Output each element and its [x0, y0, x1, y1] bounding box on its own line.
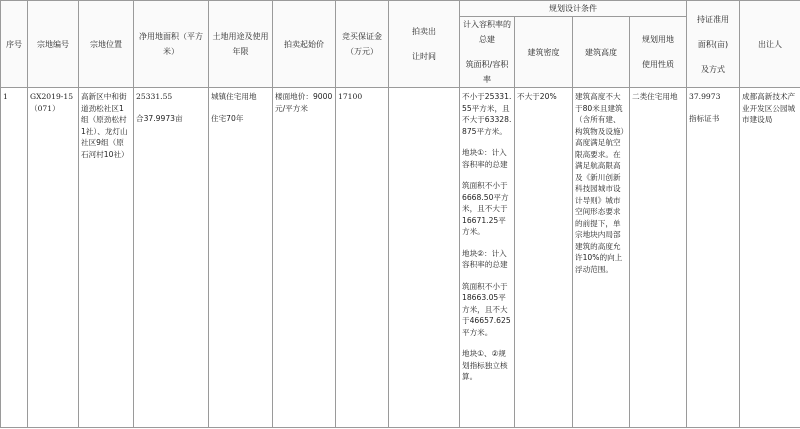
header-deposit: 竞买保证金（万元） [336, 1, 389, 88]
header-planned-use [630, 17, 687, 88]
cell-start-price: 楼面地价：9000元/平方米 [273, 88, 336, 428]
cell-land-use-term: 住宅70年 [211, 113, 244, 123]
header-auction-time-line-2: 让时间 [412, 52, 436, 61]
header-land-use: 土地用途及使用年限 [209, 1, 273, 88]
header-start-price: 拍卖起始价 [273, 1, 336, 88]
cell-net-area-mu: 合37.9973亩 [136, 113, 183, 123]
cell-land-use [209, 88, 273, 428]
far-independent-note: 地块①、②规划指标独立核算。 [462, 349, 508, 381]
header-cert-area-line-3: 及方式 [701, 64, 725, 74]
header-cert-area-line-1: 持证准用 [697, 14, 729, 24]
header-parcel-code: 宗地编号 [28, 1, 79, 88]
header-planned-use-line-1: 规划用地 [642, 35, 674, 44]
cell-cert-area-method: 指标证书 [689, 113, 720, 123]
cell-building-height: 建筑高度不大于80米且建筑（含所有建、构筑物及设施）高度满足航空限高要求。在满足航高限高及《新川创新科技园城市设计导则》城市空间形态要求的前提下，单宗地块内局部建筑的高度允许10%的向上浮动范围。 [573, 88, 630, 428]
header-building-density: 建筑密度 [515, 17, 573, 88]
header-far-line-3: 筑面积/容积 [465, 60, 509, 69]
header-certified-area [687, 1, 740, 88]
cell-net-area-sqm: 25331.55 [136, 92, 173, 101]
header-building-height: 建筑高度 [573, 17, 630, 88]
cell-certified-area [687, 88, 740, 428]
header-net-area: 净用地面积（平方米） [134, 1, 209, 88]
far-plot-2-range: 筑面积不小于18663.05平方米，且不大于46657.625平方米。 [462, 281, 511, 337]
header-far-line-4: 率 [483, 75, 491, 84]
cell-land-use-type: 城镇住宅用地 [211, 92, 257, 101]
cell-no: 1 [1, 88, 28, 428]
cell-parcel-location: 高新区中和街道劲松社区1组（原劲松村1社）、龙灯山社区9组（原石河村10社） [79, 88, 134, 428]
cell-planned-use: 二类住宅用地 [630, 88, 687, 428]
header-floor-area-ratio [460, 17, 515, 88]
header-parcel-location: 宗地位置 [79, 1, 134, 88]
header-transferor: 出让人 [740, 1, 800, 88]
cell-net-area [134, 88, 209, 428]
header-far-line-2: 总建 [479, 35, 495, 44]
cell-transferor: 成都高新技术产业开发区公园城市建设局 [740, 88, 800, 428]
far-plot-2-heading: 地块②：计入容积率的总建 [462, 248, 508, 269]
far-plot-1-range: 筑面积不小于6668.50平方米，且不大于16671.25平方米。 [462, 181, 509, 236]
cell-floor-area-ratio [460, 88, 515, 428]
far-plot-1-heading: 地块①：计入容积率的总建 [462, 148, 508, 169]
header-auction-time-line-1: 拍卖出 [412, 27, 436, 36]
header-auction-time [389, 1, 460, 88]
cell-auction-time [389, 88, 460, 428]
cell-parcel-code: GX2019-15（071） [28, 88, 79, 428]
cell-cert-area-value: 37.9973 [689, 92, 721, 101]
header-no: 序号 [1, 1, 28, 88]
header-cert-area-line-2: 面积(亩) [697, 39, 729, 49]
cell-deposit: 17100 [336, 88, 389, 428]
header-far-line-1: 计入容积率的 [463, 20, 511, 29]
far-total-range: 不小于25331.55平方米，且不大于63328.875平方米。 [462, 92, 512, 136]
table-row [1, 88, 800, 428]
header-planned-use-line-2: 使用性质 [642, 60, 674, 69]
header-planning-conditions: 规划设计条件 [460, 1, 687, 17]
cell-building-density: 不大于20% [515, 88, 573, 428]
